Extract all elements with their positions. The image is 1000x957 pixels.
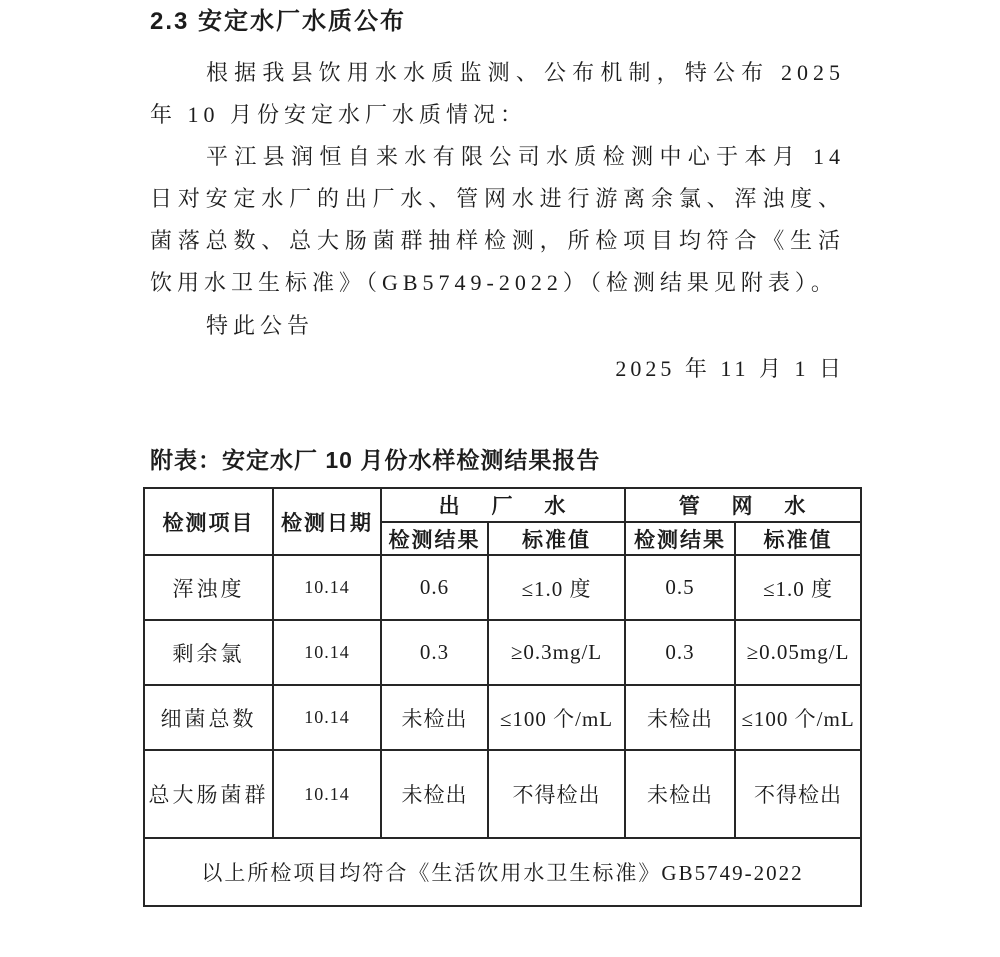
cell-pipe-result: 0.5 (625, 555, 735, 620)
cell-item: 细菌总数 (144, 685, 273, 750)
cell-factory-result: 0.6 (381, 555, 488, 620)
cell-date: 10.14 (273, 620, 381, 685)
cell-pipe-standard: ≥0.05mg/L (735, 620, 861, 685)
cell-date: 10.14 (273, 750, 381, 838)
table-footer-note: 以上所检项目均符合《生活饮用水卫生标准》GB5749-2022 (144, 838, 861, 906)
cell-factory-standard: ≥0.3mg/L (488, 620, 625, 685)
cell-pipe-standard: ≤100 个/mL (735, 685, 861, 750)
cell-date: 10.14 (273, 685, 381, 750)
cell-item: 浑浊度 (144, 555, 273, 620)
cell-factory-standard: ≤1.0 度 (488, 555, 625, 620)
header-pipe-result: 检测结果 (625, 522, 735, 555)
closing-line: 特此公告 (206, 313, 315, 338)
cell-pipe-standard: ≤1.0 度 (735, 555, 861, 620)
table-footer-row (144, 838, 861, 906)
header-test-item: 检测项目 (144, 488, 273, 555)
cell-item: 总大肠菌群 (144, 750, 273, 838)
table-row-turbidity (144, 555, 861, 620)
cell-factory-standard: ≤100 个/mL (488, 685, 625, 750)
paragraph-announcement-basis: 根据我县饮用水水质监测、公布机制，特公布 2025 年 10 月份安定水厂水质情况： (150, 60, 845, 127)
table-row-total-bacteria (144, 685, 861, 750)
header-factory-standard: 标准值 (488, 522, 625, 555)
announcement-date: 2025 年 11 月 1 日 (615, 356, 845, 381)
header-test-date: 检测日期 (273, 488, 381, 555)
cell-pipe-result: 未检出 (625, 750, 735, 838)
cell-pipe-standard: 不得检出 (735, 750, 861, 838)
cell-factory-result: 0.3 (381, 620, 488, 685)
cell-factory-standard: 不得检出 (488, 750, 625, 838)
cell-pipe-result: 未检出 (625, 685, 735, 750)
header-pipe-standard: 标准值 (735, 522, 861, 555)
header-factory-result: 检测结果 (381, 522, 488, 555)
header-group-factory-water: 出 厂 水 (381, 488, 625, 522)
table-row-residual-chlorine (144, 620, 861, 685)
attachment-table-title: 附表：安定水厂 10 月份水样检测结果报告 (150, 447, 601, 473)
table-row-total-coliform (144, 750, 861, 838)
cell-pipe-result: 0.3 (625, 620, 735, 685)
section-heading: 2.3 安定水厂水质公布 (150, 8, 407, 35)
cell-factory-result: 未检出 (381, 685, 488, 750)
cell-factory-result: 未检出 (381, 750, 488, 838)
cell-item: 剩余氯 (144, 620, 273, 685)
cell-date: 10.14 (273, 555, 381, 620)
header-group-pipe-network-water: 管 网 水 (625, 488, 861, 522)
water-quality-results-table (143, 487, 862, 907)
paragraph-test-details: 平江县润恒自来水有限公司水质检测中心于本月 14 日对安定水厂的出厂水、管网水进行游离余氯、浑浊度、菌落总数、总大肠菌群抽样检测，所检项目均符合《生活饮用水卫生标准》（GB5749-2022）（检测结果见附表）。 (150, 144, 845, 295)
